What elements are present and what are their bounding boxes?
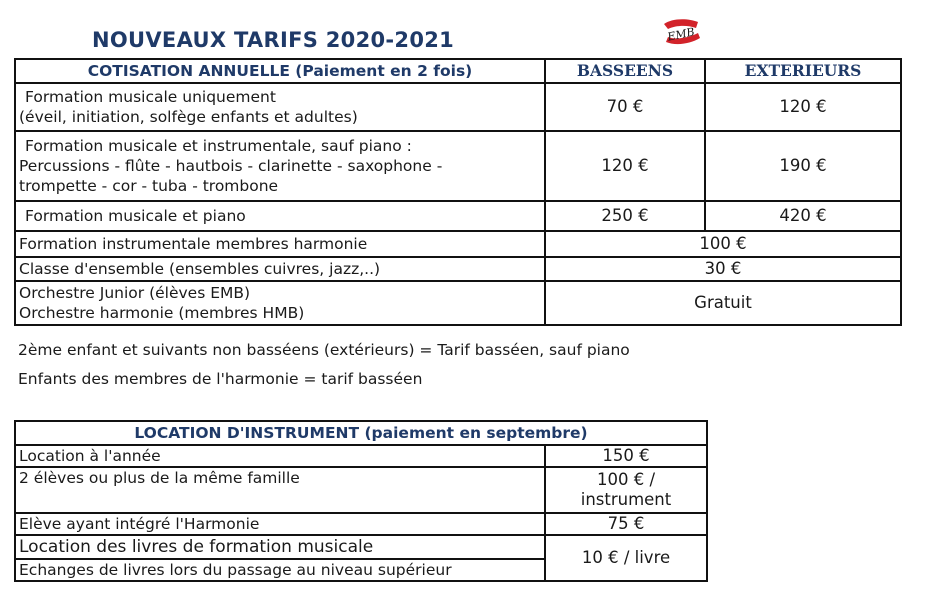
price: 75 € xyxy=(607,514,645,533)
row-label: Echanges de livres lors du passage au niveau supérieur xyxy=(19,561,452,579)
row-label: Formation musicale uniquement xyxy=(25,88,276,106)
cotisation-table xyxy=(14,58,902,326)
table-row xyxy=(15,445,707,467)
table-row xyxy=(15,535,707,559)
price-basseens: 250 € xyxy=(545,201,705,231)
emb-logo xyxy=(658,16,704,50)
row-label: Percussions - flûte - hautbois - clarinette - saxophone - xyxy=(19,157,443,175)
table-row xyxy=(15,281,901,325)
row-label: Formation musicale et instrumentale, sauf piano : xyxy=(25,137,412,155)
table-row xyxy=(15,83,901,131)
row-label: Location des livres de formation musicale xyxy=(19,537,374,557)
price-exterieurs: 120 € xyxy=(705,83,901,131)
location-table xyxy=(14,420,708,582)
note-sibling: 2ème enfant et suivants non basséens (extérieurs) = Tarif basséen, sauf piano xyxy=(18,341,630,359)
row-label: 2 élèves ou plus de la même famille xyxy=(19,469,300,487)
price-basseens: 120 € xyxy=(545,131,705,201)
price-exterieurs: 420 € xyxy=(705,201,901,231)
cotisation-header: COTISATION ANNUELLE (Paiement en 2 fois) xyxy=(15,59,545,83)
price-books: 10 € / livre xyxy=(545,535,707,581)
svg-text:EMB: EMB xyxy=(666,25,696,44)
table-row xyxy=(15,467,707,513)
price: 150 € xyxy=(602,446,650,465)
row-label: Classe d'ensemble (ensembles cuivres, jazz,..) xyxy=(19,260,381,278)
price-merged: Gratuit xyxy=(545,281,901,325)
price-basseens: 70 € xyxy=(545,83,705,131)
row-label: Formation instrumentale membres harmonie xyxy=(19,235,368,253)
table-row xyxy=(15,257,901,281)
row-label: Formation musicale et piano xyxy=(25,207,246,225)
row-label: Orchestre harmonie (membres HMB) xyxy=(19,304,305,322)
table-row xyxy=(15,201,901,231)
basseens-header: BASSEENS xyxy=(545,59,705,83)
table-row xyxy=(15,131,901,201)
row-label: Orchestre Junior (élèves EMB) xyxy=(19,284,251,302)
row-label: (éveil, initiation, solfège enfants et adultes) xyxy=(19,108,358,126)
exterieurs-header: EXTERIEURS xyxy=(705,59,901,83)
price-merged: 100 € xyxy=(545,231,901,257)
row-label: trompette - cor - tuba - trombone xyxy=(19,177,279,195)
row-label: Location à l'année xyxy=(19,447,161,465)
row-label: Elève ayant intégré l'Harmonie xyxy=(19,515,260,533)
location-header: LOCATION D'INSTRUMENT (paiement en septembre) xyxy=(15,421,707,445)
price-merged: 30 € xyxy=(545,257,901,281)
price-unit: instrument xyxy=(580,490,672,509)
price-exterieurs: 190 € xyxy=(705,131,901,201)
table-row xyxy=(15,513,707,535)
page-title: NOUVEAUX TARIFS 2020-2021 xyxy=(92,28,455,52)
note-harmonie: Enfants des membres de l'harmonie = tarif basséen xyxy=(18,370,423,388)
table-row xyxy=(15,231,901,257)
price: 100 € / xyxy=(596,470,656,489)
